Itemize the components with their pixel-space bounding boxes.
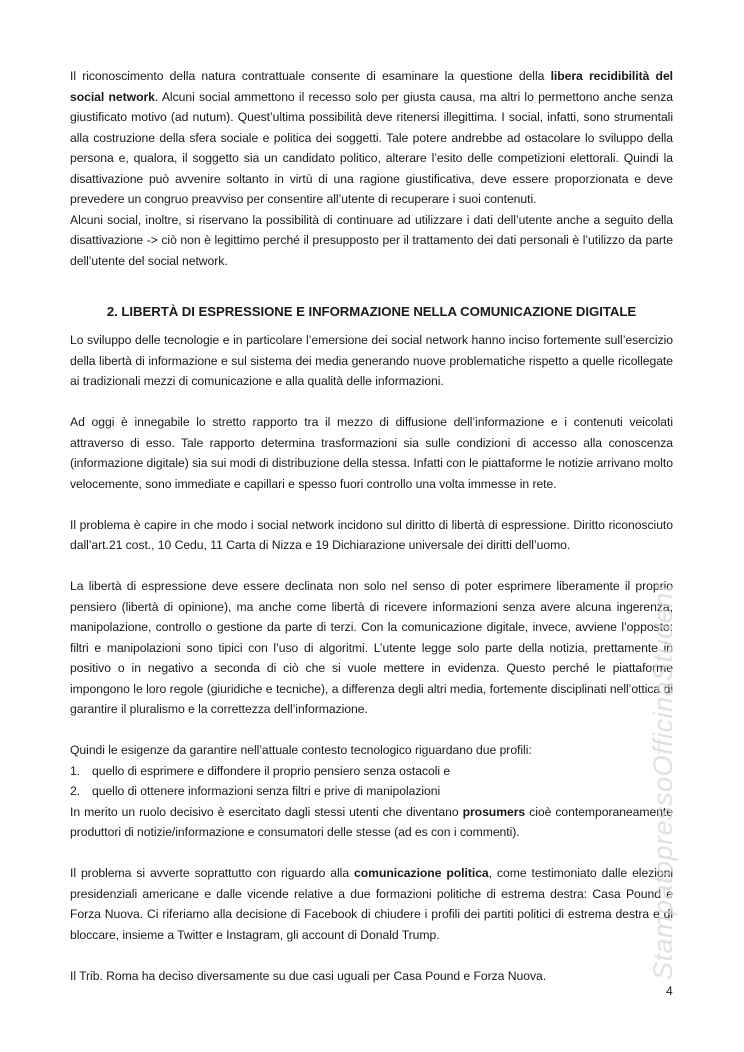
list-text: quello di ottenere informazioni senza filtri e prive di manipolazioni: [92, 784, 441, 798]
profiles-list: [70, 761, 673, 802]
paragraph-political-communication: [70, 863, 673, 945]
bold-term-libera-recidibilita: libera recidibilità del social network: [70, 69, 674, 104]
bold-term-prosumers: prosumers: [462, 804, 526, 819]
text: Il problema si avverte soprattutto con riguardo alla: [70, 866, 355, 880]
paragraph-freedom-declination: La libertà di espressione deve essere declinata non solo nel senso di poter esprimere liberamente il proprio pensiero (libertà di opinione), ma anche come libertà di ricevere informazioni senza avere alcuna ingerenza, manipolazione, controllo o gestione da parte di terzi. Con la comunicazione digitale, invece, avviene l’opposto: filtri e manipolazioni sono tipici con l’uso di algoritmi. L’utente legge solo parte della notizia, prettamente in positivo o in negativo a seconda di ciò che si vuole mettere in evidenza. Questo perché le piattaforme impongono le loro regole (giuridiche e tecniche), a differenza degli altri media, fortemente disciplinati nell’ottica di garantire il pluralismo e la correttezza dell’informazione.: [70, 579, 673, 716]
paragraph-technology-development: Lo sviluppo delle tecnologie e in particolare l’emersione dei social network hanno inciso fortemente sull’esercizio della libertà di informazione e sul sistema dei media generando nuove problematiche rispetto a quelle ricollegate ai tradizionali mezzi di comunicazione e alla qualità delle informazioni.: [70, 333, 673, 388]
text: cioè contemporaneamente produttori di notizie/informazione e consumatori delle stesse (ad es con i commenti).: [70, 804, 673, 839]
text: . Alcuni social ammettono il recesso solo per giusta causa, ma altri lo permettono anche senza giustificato motivo (ad nutum). Quest’ultima possibilità deve ritenersi illegittima. I social, infatti, sono strumentali alla costruzione della sfera sociale e politica dei soggetti. Tale potere andrebbe ad ostacolare lo sviluppo della persona e, qualora, il soggetto sia un candidato politico, alterare l’esito delle competizioni elettorali. Quindi la disattivazione può avvenire soltanto in virtù di una ragione giustificativa, deve essere proporzionata e deve prevedere un congruo preavviso per consentire all’utente di recuperare i suoi contenuti.: [70, 89, 673, 206]
text: , come testimoniato dalle elezioni presidenziali americane e dalle vicende relative a due formazioni politiche di estrema destra: Casa Pound e Forza Nuova. Ci riferiamo alla decisione di Facebook di chiudere i profili dei partiti politici di estrema destra e di bloccare, insieme a Twitter e Instagram, gli account di Donald Trump.: [70, 866, 673, 942]
paragraph-trib-roma: Il Trib. Roma ha deciso diversamente su due casi uguali per Casa Pound e Forza Nuova.: [70, 968, 547, 983]
text: Il riconoscimento della natura contrattuale consente di esaminare la questione della: [70, 69, 551, 83]
page-content: [70, 66, 673, 986]
list-item: [70, 761, 673, 782]
paragraph-freedom-of-expression-problem: Il problema è capire in che modo i social network incidono sul diritto di libertà di espressione. Diritto riconosciuto dall’art.21 cost., 10 Cedu, 11 Carta di Nizza e 19 Dichiarazione universale dei diritti dell’uomo.: [70, 517, 673, 552]
spacer: [70, 556, 673, 577]
paragraph-data-retention: Alcuni social, inoltre, si riservano la possibilità di continuare ad utilizzare i dati dell’utente anche a seguito della disattivazione -> ciò non è legittimo perché il presupposto per il trattamento dei dati personali è l’utilizzo da parte dell’utente del social network.: [70, 212, 673, 268]
paragraph-media-relationship: Ad oggi è innegabile lo stretto rapporto tra il mezzo di diffusione dell’informazione e i contenuti veicolati attraverso di esso. Tale rapporto determina trasformazioni sia sulle condizioni di accesso alla conoscenza (informazione digitale) sia sui modi di distribuzione della stessa. Infatti con le piattaforme le notizie arrivano molto velocemente, sono immediate e capillari e spesso fuori controllo una volta immesse in rete.: [70, 415, 673, 491]
paragraph-recidibility: [70, 66, 673, 210]
spacer: [70, 843, 673, 864]
section-heading: 2. LIBERTÀ DI ESPRESSIONE E INFORMAZIONE NELLA COMUNICAZIONE DIGITALE: [106, 304, 637, 319]
paragraph-prosumers: [70, 802, 673, 843]
watermark-text: StampatopressoOfficinaStudent: [648, 584, 678, 980]
list-number: 1.: [70, 763, 81, 778]
spacer: [70, 392, 673, 413]
spacer: [70, 945, 673, 966]
list-item: [70, 781, 673, 802]
spacer: [70, 494, 673, 515]
list-text: quello di esprimere e diffondere il proprio pensiero senza ostacoli e: [92, 763, 451, 778]
paragraph-requirements-intro: Quindi le esigenze da garantire nell’attuale contesto tecnologico riguardano due profili:: [70, 743, 532, 757]
list-number: 2.: [70, 784, 81, 798]
spacer: [70, 720, 673, 741]
text: In merito un ruolo decisivo è esercitato dagli stessi utenti che diventano: [70, 804, 463, 819]
page-number: 4: [666, 984, 673, 998]
spacer: [70, 271, 673, 302]
bold-term-comunicazione-politica: comunicazione politica: [354, 866, 489, 880]
